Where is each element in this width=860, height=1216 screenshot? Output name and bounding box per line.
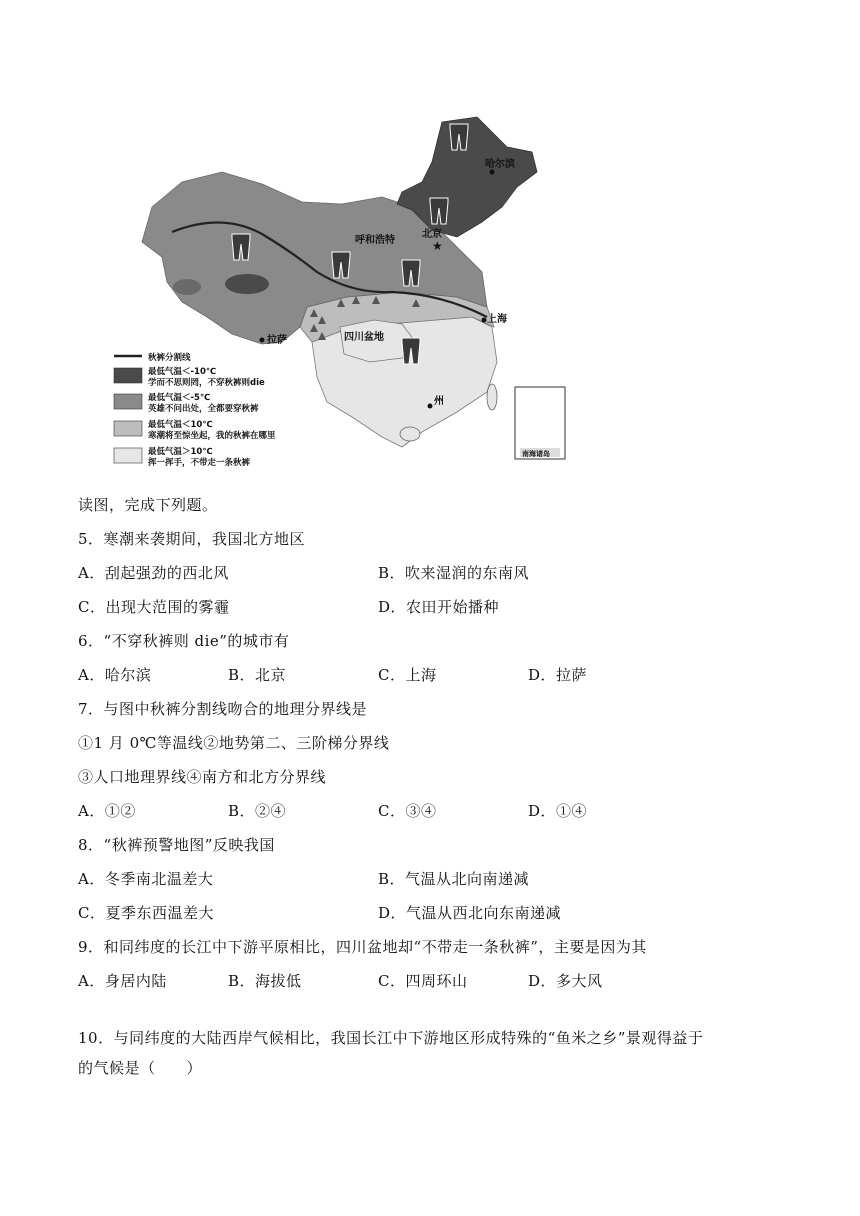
q8-option-b[interactable]: B．气温从北向南递减 bbox=[378, 870, 530, 888]
svg-text:挥一挥手，不带走一条秋裤: 挥一挥手，不带走一条秋裤 bbox=[148, 458, 251, 468]
intro-text: 读图，完成下列题。 bbox=[78, 496, 218, 514]
q8-option-a[interactable]: A．冬季南北温差大 bbox=[78, 870, 214, 888]
q8-option-d[interactable]: D．气温从西北向东南递减 bbox=[378, 904, 562, 922]
dark-patch-west bbox=[225, 274, 269, 294]
q6-option-b[interactable]: B．北京 bbox=[228, 666, 287, 684]
q8-stem: 8．“秋裤预警地图”反映我国 bbox=[78, 836, 275, 854]
q7-option-b[interactable]: B．②④ bbox=[228, 802, 287, 820]
svg-text:最低气温＞10℃: 最低气温＞10℃ bbox=[148, 447, 213, 457]
q5-option-d[interactable]: D．农田开始播种 bbox=[378, 598, 500, 616]
q5-option-a[interactable]: A．刮起强劲的西北风 bbox=[78, 564, 229, 582]
q9-option-c[interactable]: C．四周环山 bbox=[378, 972, 468, 990]
svg-text:最低气温＜-10℃: 最低气温＜-10℃ bbox=[148, 367, 217, 377]
svg-text:秋裤分割线: 秋裤分割线 bbox=[148, 353, 191, 363]
beijing-label: 北京 bbox=[422, 229, 442, 240]
harbin-label: 哈尔滨 bbox=[485, 159, 515, 170]
q5-stem: 5．寒潮来袭期间，我国北方地区 bbox=[78, 530, 306, 548]
guangzhou-dot bbox=[428, 404, 433, 409]
china-qiuku-map bbox=[112, 112, 582, 472]
q6-option-d[interactable]: D．拉萨 bbox=[528, 666, 588, 684]
q7-option-a[interactable]: A．①② bbox=[78, 802, 136, 820]
q9-option-d[interactable]: D．多大风 bbox=[528, 972, 603, 990]
q10-stem-line1: 10．与同纬度的大陆西岸气候相比，我国长江中下游地区形成特殊的“鱼米之乡”景观得益于 bbox=[78, 1029, 704, 1047]
q7-option-c[interactable]: C．③④ bbox=[378, 802, 437, 820]
q5-option-b[interactable]: B．吹来湿润的东南风 bbox=[378, 564, 530, 582]
shanghai-dot bbox=[482, 318, 487, 323]
sichuan-basin-label: 四川盆地 bbox=[344, 332, 384, 343]
lhasa-label: 拉萨 bbox=[267, 335, 287, 346]
shanghai-label: 上海 bbox=[487, 314, 507, 325]
hohhot-label: 呼和浩特 bbox=[355, 235, 395, 246]
q7-statement-1: ①1 月 0℃等温线②地势第二、三阶梯分界线 bbox=[78, 734, 390, 752]
q6-stem: 6．“不穿秋裤则 die”的城市有 bbox=[78, 632, 290, 650]
taiwan-island bbox=[487, 384, 497, 410]
svg-text:最低气温＜-5℃: 最低气温＜-5℃ bbox=[148, 393, 211, 403]
lhasa-dot bbox=[260, 338, 265, 343]
q9-option-a[interactable]: A．身居内陆 bbox=[78, 972, 167, 990]
beijing-star: ★ bbox=[432, 239, 443, 253]
q9-stem: 9．和同纬度的长江中下游平原相比，四川盆地却“不带走一条秋裤”，主要是因为其 bbox=[78, 938, 647, 956]
dark-patch-west-2 bbox=[173, 279, 201, 295]
svg-text:学而不思则罔，不穿秋裤则die: 学而不思则罔，不穿秋裤则die bbox=[148, 378, 265, 388]
guangzhou-label: 州 bbox=[434, 396, 444, 407]
svg-text:英雄不问出处，全都要穿秋裤: 英雄不问出处，全都要穿秋裤 bbox=[148, 404, 259, 414]
svg-text:寒潮将至惊坐起，我的秋裤在哪里: 寒潮将至惊坐起，我的秋裤在哪里 bbox=[148, 431, 276, 441]
q5-option-c[interactable]: C．出现大范围的雾霾 bbox=[78, 598, 230, 616]
q8-option-c[interactable]: C．夏季东西温差大 bbox=[78, 904, 214, 922]
q10-stem-line2: 的气候是（ ） bbox=[78, 1059, 203, 1077]
q7-stem: 7．与图中秋裤分割线吻合的地理分界线是 bbox=[78, 700, 368, 718]
hainan-island bbox=[400, 427, 420, 441]
q6-option-c[interactable]: C．上海 bbox=[378, 666, 437, 684]
q7-statement-2: ③人口地理界线④南方和北方分界线 bbox=[78, 768, 327, 786]
q9-option-b[interactable]: B．海拔低 bbox=[228, 972, 302, 990]
q6-option-a[interactable]: A．哈尔滨 bbox=[78, 666, 152, 684]
map-legend bbox=[114, 352, 276, 468]
harbin-dot bbox=[490, 170, 495, 175]
svg-text:最低气温＜10℃: 最低气温＜10℃ bbox=[148, 420, 213, 430]
inset-label: 南海诸岛 bbox=[522, 450, 550, 458]
q7-option-d[interactable]: D．①④ bbox=[528, 802, 588, 820]
